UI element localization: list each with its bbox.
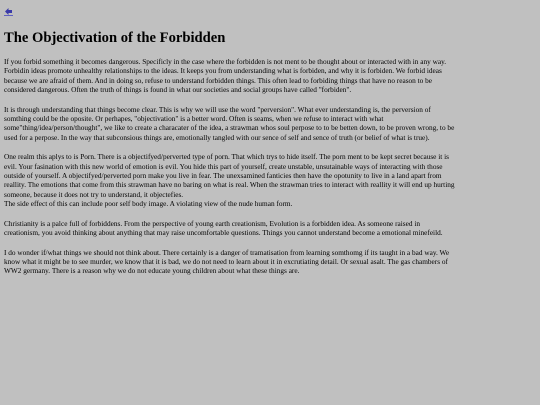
article-body xyxy=(4,57,536,276)
paragraph-2: It is through understanding that things become clear. This is why we will use the word "perversion". What ever understanding is, the perversion of somthing could be the oposite. Or perhapes, "objectivation" is a better word. Often is seams, when we refuse to interact with what some"thing/idea/person/thought", we like to create a characater of the idea, a strawman whos soul perpose to to be betten down, to be proven wrong, to be used for a perpose. In the way that subconsious things are, emotionally tangled with our sence of self and sence of truth (or belief of what is true). xyxy=(4,104,455,142)
paragraph-5: I do wonder if/what things we should not think about. There certainly is a danger of tramatisation from learning somthomg if its taught in a bad way. We know what it might be to see murder, we know that it is bad, we do not need to learn about it in excrutiating detail. Or sexual asalt. The gas chambers of WW2 germany. There is a reason why we do not educate young children about what these things are. xyxy=(4,247,450,276)
back-link[interactable] xyxy=(4,7,13,16)
back-arrow-icon xyxy=(4,7,13,16)
paragraph-4: Christianity is a palce full of forbiddens. From the perspective of young earth creationism, Evolution is a forbidden idea. As someone raised in creationism, you avoid thinking about anything that may raise uncomfortable questions. Things you cannot understand become a emotional minefeild. xyxy=(4,218,443,238)
page-title: The Objectivation of the Forbidden xyxy=(4,30,226,46)
paragraph-3: One realm this aplys to is Porn. There is a objectifyed/perverted type of porn. That which trys to hide itself. The porn ment to be kept secret because it is evil. Your fasination with this new world of emotion is evil. You hide this part of yourself, create unstable, unsutainable ways of interacting with those outside of yourself. A objectifyed/perverted porn make you live in fear. The unexsamined fanticies then have the opotunity to live in a land apart from reallity. The emotions that come from this strawman have no baring on what is real. When the strawman tries to interact with reallity it will end up hurting someone, because it does not try to understand, it objectefies. The side effect of this can include poor self body image. A violating view of the nude human form. xyxy=(4,152,455,209)
paragraph-1: If you forbid something it becomes dangerous. Specificly in the case where the forbidden is not ment to be thought about or interacted with in any way. Forbidin ideas promote unhealthy relationships to the ideas. It keeps you from understanding what is forbiden, and why it is forbiden. We forbid ideas because we are afraid of them. And in doing so, refuse to understand forbidden things. This often lead to forbiding things that have no reason to be considered dangerous. Often the truth of things is found in what our societies and social groups have called "forbiden". xyxy=(4,57,447,95)
